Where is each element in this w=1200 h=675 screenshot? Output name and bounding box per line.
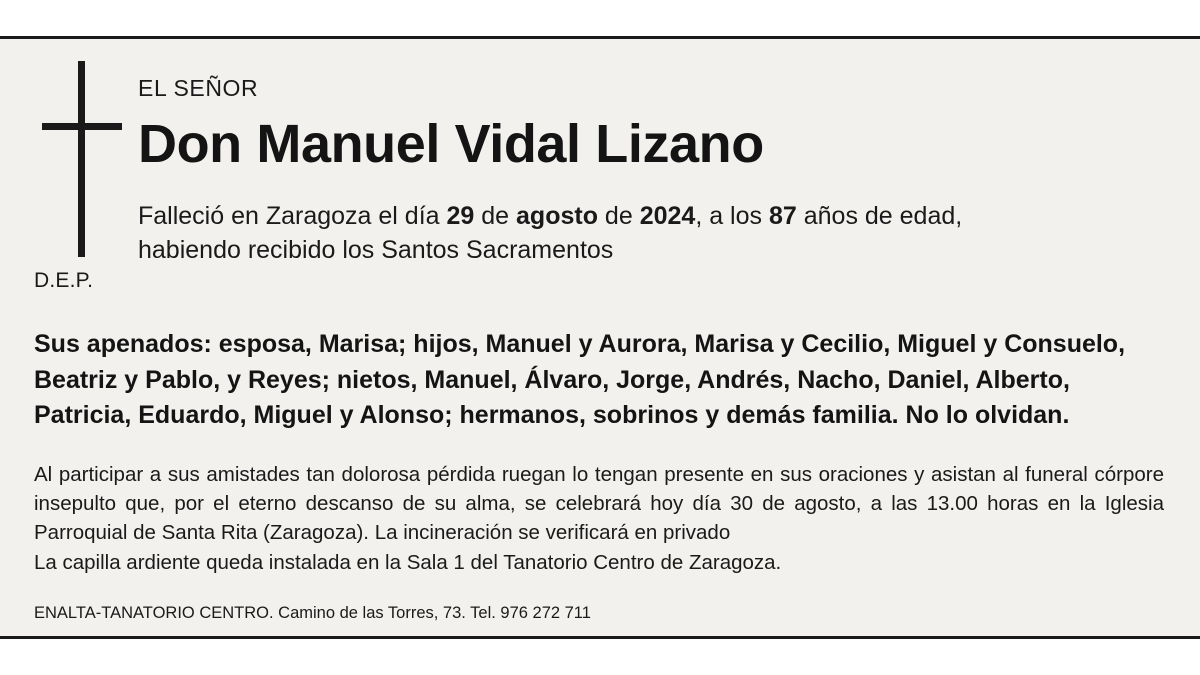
dep-label: D.E.P. — [34, 269, 94, 292]
death-text-mid2: de — [597, 201, 640, 230]
death-age: 87 — [768, 201, 797, 230]
cross-horizontal-bar — [42, 123, 122, 130]
obituary-notice — [0, 39, 1200, 636]
deceased-name: Don Manuel Vidal Lizano — [138, 114, 764, 174]
funeral-paragraph: Al participar a sus amistades tan dolorosa pérdida ruegan lo tengan presente en sus oraciones y asistan al funeral córpore insepulto que, por el eterno descanso de su alma, se celebrará hoy día 30 de agosto, a las 13.00 horas en la Iglesia Parroquial de Santa Rita (Zaragoza). La incineración se verificará en privado — [34, 462, 1164, 544]
death-details — [138, 199, 1148, 267]
death-day: 29 — [446, 201, 475, 230]
header-text-column — [138, 61, 1166, 267]
bottom-divider — [0, 636, 1200, 639]
death-text-mid: de — [474, 201, 517, 230]
death-year: 2024 — [639, 201, 696, 230]
sacraments-line: habiendo recibido los Santos Sacramentos — [138, 235, 614, 264]
mourners-list: Sus apenados: esposa, Marisa; hijos, Manuel y Aurora, Marisa y Cecilio, Miguel y Consuelo, Beatriz y Pablo, y Reyes; nietos, Manuel, Álvaro, Jorge, Andrés, Nacho, Daniel, Alberto, Patricia, Eduardo, Miguel y Alonso; hermanos, sobrinos y demás familia. No lo olvidan. — [34, 330, 1126, 429]
funeral-home-info: ENALTA-TANATORIO CENTRO. Camino de las Torres, 73. Tel. 976 272 711 — [34, 603, 591, 622]
chapel-paragraph: La capilla ardiente queda instalada en la Sala 1 del Tanatorio Centro de Zaragoza. — [34, 550, 782, 574]
death-text-end: años de edad, — [796, 201, 963, 230]
notice-body — [34, 460, 1164, 577]
death-month: agosto — [516, 201, 598, 230]
cross-icon — [40, 61, 130, 261]
death-text-pre: Falleció en Zaragoza el día — [138, 201, 447, 230]
cross-vertical-bar — [78, 61, 85, 257]
death-text-post: , a los — [695, 201, 769, 230]
honorific-line: EL SEÑOR — [138, 75, 259, 101]
notice-header — [34, 61, 1166, 293]
cross-column — [34, 61, 138, 293]
